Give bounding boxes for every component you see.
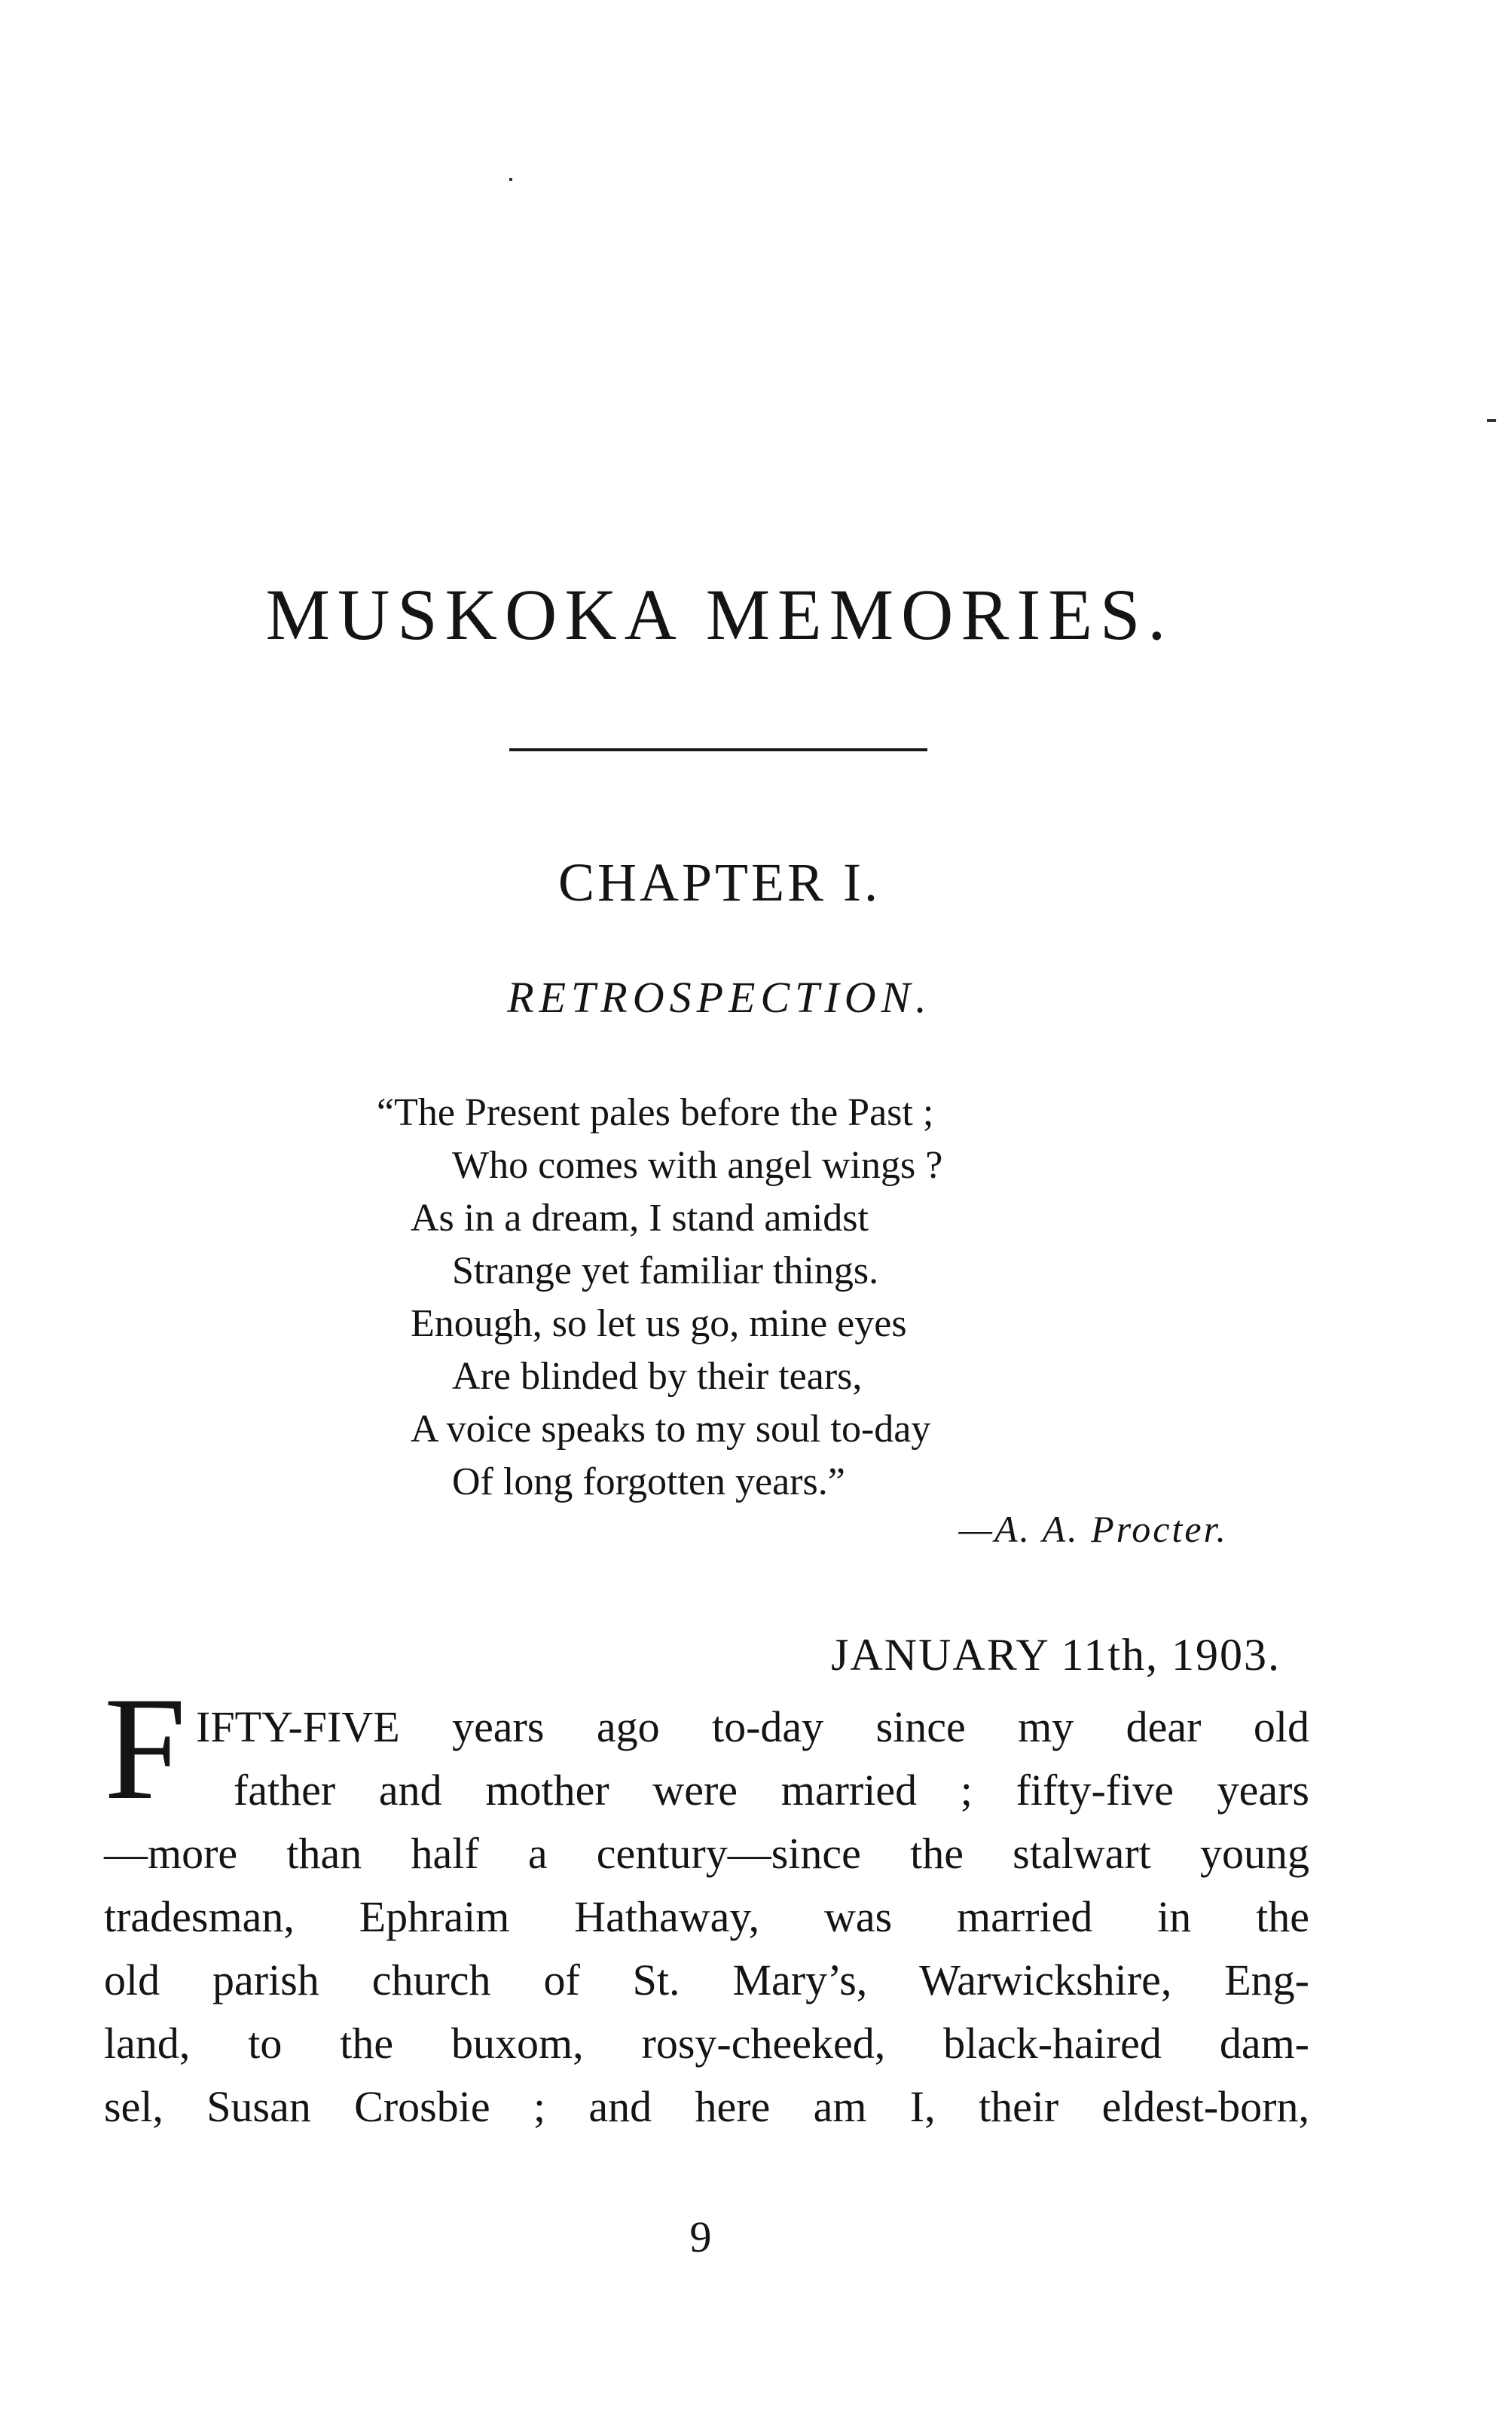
body-line: sel, Susan Crosbie ; and here am I, their eldest-born, xyxy=(104,2082,1309,2131)
body-line: IFTY-FIVE years ago to-day since my dear old xyxy=(196,1702,1309,1751)
epigraph-line: Of long forgotten years.” xyxy=(452,1460,845,1503)
title-rule xyxy=(509,748,927,751)
body-line: —more than half a century—since the stalwart young xyxy=(104,1829,1309,1878)
body-line: tradesman, Ephraim Hathaway, was married in the xyxy=(104,1892,1309,1941)
chapter-heading: CHAPTER I. xyxy=(557,852,881,913)
chapter-subtitle: RETROSPECTION. xyxy=(507,973,932,1022)
epigraph xyxy=(377,1087,1239,1509)
scan-speck xyxy=(1487,419,1496,422)
epigraph-line: Strange yet familiar things. xyxy=(452,1249,879,1292)
epigraph-attribution: —A. A. Procter. xyxy=(958,1508,1228,1550)
epigraph-line: “The Present pales before the Past ; xyxy=(377,1091,934,1134)
body-line: land, to the buxom, rosy-cheeked, black-haired dam- xyxy=(104,2019,1309,2068)
epigraph-line: Are blinded by their tears, xyxy=(452,1355,863,1398)
body-line: old parish church of St. Mary’s, Warwickshire, Eng- xyxy=(104,1955,1309,2004)
epigraph-line: As in a dream, I stand amidst xyxy=(411,1197,869,1240)
scan-speck xyxy=(509,178,512,181)
epigraph-line: A voice speaks to my soul to-day xyxy=(411,1408,931,1451)
body-paragraph xyxy=(104,1696,1309,2139)
epigraph-line: Enough, so let us go, mine eyes xyxy=(411,1302,907,1345)
body-line: father and mother were married ; fifty-five years xyxy=(234,1766,1309,1815)
page-number: 9 xyxy=(689,2212,712,2261)
book-title: MUSKOKA MEMORIES. xyxy=(265,574,1174,655)
epigraph-line: Who comes with angel wings ? xyxy=(452,1144,943,1187)
dateline: JANUARY 11th, 1903. xyxy=(831,1630,1281,1680)
drop-cap: F xyxy=(104,1667,187,1830)
